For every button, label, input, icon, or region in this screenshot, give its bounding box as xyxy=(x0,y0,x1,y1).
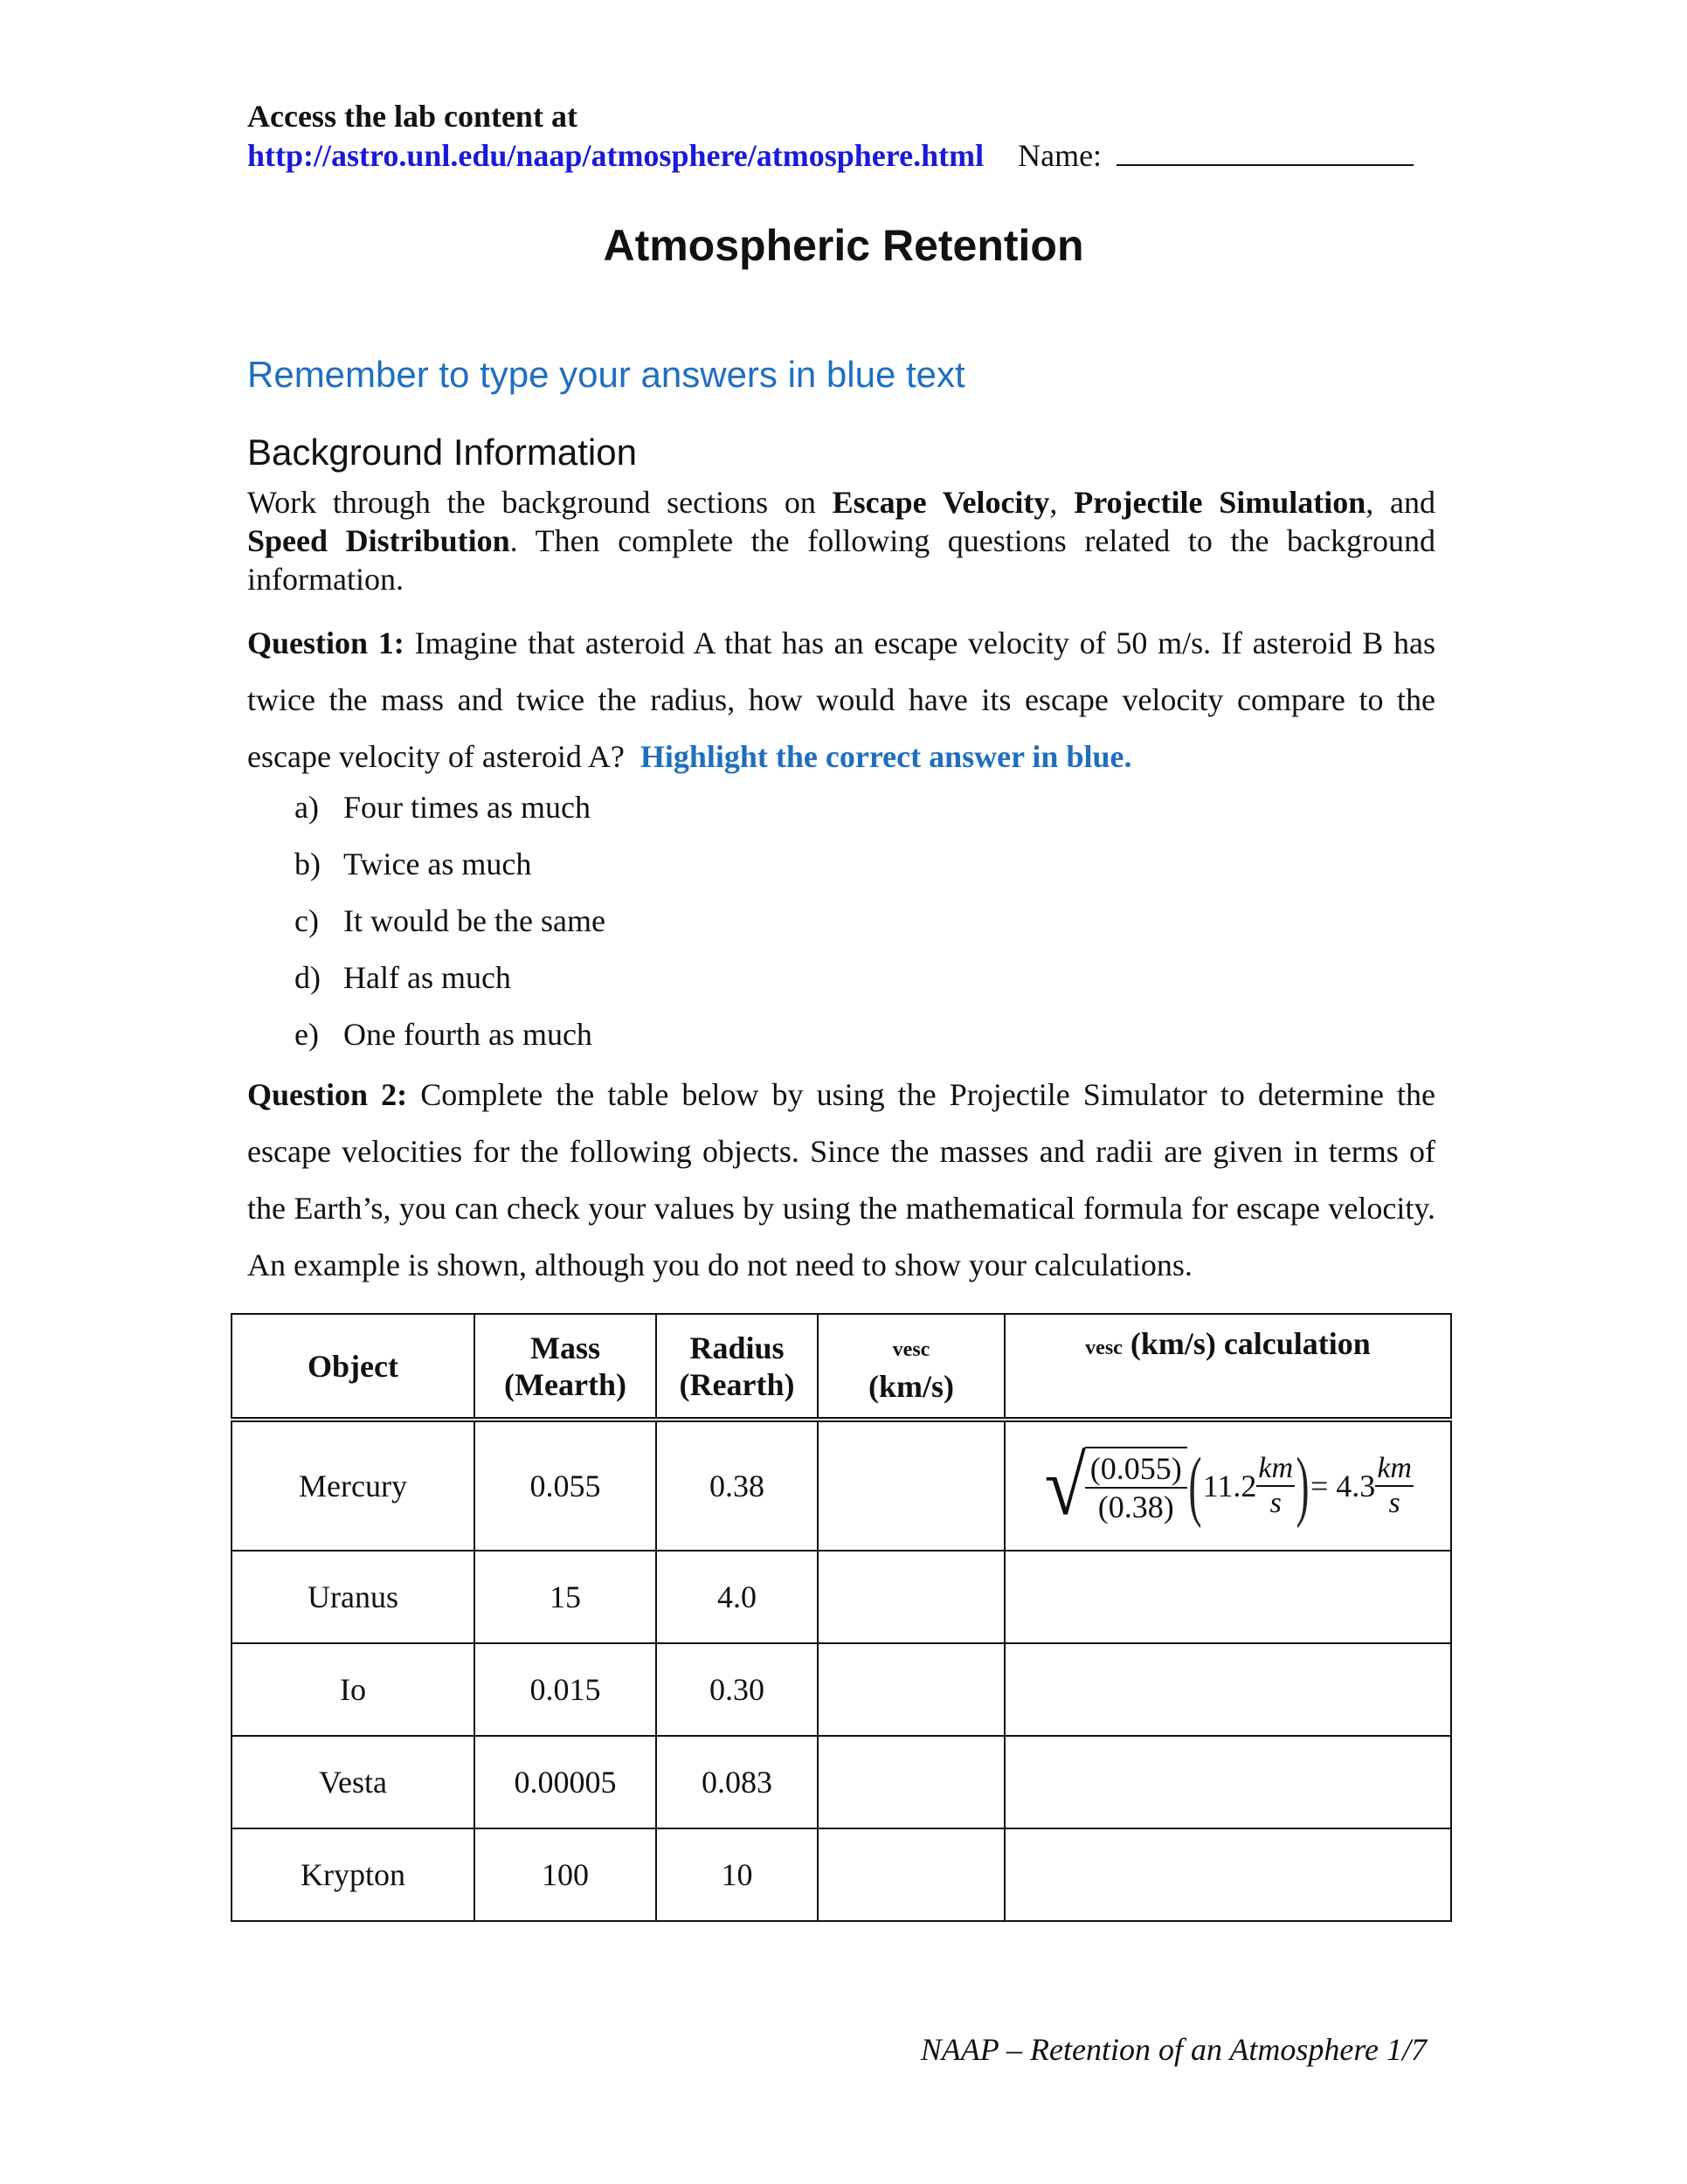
cell-object: Krypton xyxy=(232,1828,474,1921)
cell-object: Vesta xyxy=(232,1736,474,1828)
result-unit-fraction xyxy=(1375,1452,1414,1520)
option-letter: c) xyxy=(294,903,319,938)
bg-sep2: , and xyxy=(1366,485,1436,520)
cell-radius: 0.30 xyxy=(656,1643,818,1736)
lab-url-link[interactable]: http://astro.unl.edu/naap/atmosphere/atmosphere.html xyxy=(247,138,985,173)
option-b[interactable] xyxy=(294,836,605,893)
option-letter: e) xyxy=(294,1017,319,1052)
bg-item-speed-distribution: Speed Distribution xyxy=(247,523,510,558)
cell-mass: 0.00005 xyxy=(474,1736,656,1828)
result-unit-numerator: km xyxy=(1375,1452,1414,1487)
header-mass-bottom: (Mearth) xyxy=(504,1366,626,1402)
cell-vesc-input[interactable] xyxy=(818,1736,1005,1828)
url-line xyxy=(247,137,1414,174)
unit-numerator: km xyxy=(1256,1452,1295,1487)
header-mass xyxy=(474,1314,656,1420)
name-label: Name: xyxy=(1018,138,1103,173)
header-vesc-top: vesc xyxy=(892,1338,930,1361)
bg-outro: . Then complete the following questions related to the background information. xyxy=(247,523,1435,597)
question-1-text: Imagine that asteroid A that has an escape velocity of 50 m/s. If asteroid B has twice the mass and twice the radius, how would have its escape velocity compare to the escape velocity of asteroid A? xyxy=(247,625,1435,774)
option-e[interactable] xyxy=(294,1006,605,1063)
cell-mass: 15 xyxy=(474,1551,656,1643)
option-text: Twice as much xyxy=(343,847,532,881)
cell-vesc-input[interactable] xyxy=(818,1828,1005,1921)
cell-object: Uranus xyxy=(232,1551,474,1643)
ratio-fraction xyxy=(1085,1450,1187,1525)
section-heading: Background Information xyxy=(247,432,637,473)
ratio-denominator: (0.38) xyxy=(1097,1489,1174,1524)
bg-sep1: , xyxy=(1049,485,1075,520)
ratio-numerator: (0.055) xyxy=(1085,1450,1187,1489)
access-label: Access the lab content at xyxy=(247,99,577,134)
header-radius xyxy=(656,1314,818,1420)
result-unit-denominator: s xyxy=(1388,1487,1400,1519)
sqrt-symbol: √ xyxy=(1044,1439,1087,1532)
page-footer: NAAP – Retention of an Atmosphere 1/7 xyxy=(920,2032,1427,2067)
left-paren: ( xyxy=(1188,1442,1202,1529)
escape-velocity-table xyxy=(231,1313,1452,1922)
option-d[interactable] xyxy=(294,950,605,1006)
question-1-instruction: Highlight the correct answer in blue. xyxy=(640,739,1132,774)
option-text: One fourth as much xyxy=(343,1017,592,1052)
option-letter: b) xyxy=(294,847,321,881)
question-2-text: Complete the table below by using the Projectile Simulator to determine the escape velocities for the following objects. Since the masses and radii are given in terms of the Earth’s, you can check your values by using the mathematical formula for escape velocity. An example is shown, although you do not need to show your calculations. xyxy=(247,1077,1435,1282)
header-radius-bottom: (Rearth) xyxy=(679,1366,795,1402)
header-calc-rest: (km/s) calculation xyxy=(1122,1326,1371,1361)
cell-calc-input[interactable] xyxy=(1005,1551,1451,1643)
sqrt-body xyxy=(1085,1447,1187,1525)
page-title: Atmospheric Retention xyxy=(603,221,1084,270)
header-calculation xyxy=(1005,1314,1451,1420)
question-2 xyxy=(247,1067,1435,1294)
option-text: Half as much xyxy=(343,960,511,995)
result-value: = 4.3 xyxy=(1310,1469,1376,1503)
cell-calc-input[interactable] xyxy=(1005,1643,1451,1736)
cell-radius: 4.0 xyxy=(656,1551,818,1643)
header-vesc xyxy=(818,1314,1005,1420)
cell-radius: 10 xyxy=(656,1828,818,1921)
header-calc-symbol: vesc xyxy=(1085,1337,1123,1359)
header-radius-top: Radius xyxy=(689,1330,785,1365)
option-letter: a) xyxy=(294,790,319,825)
bg-intro: Work through the background sections on xyxy=(247,485,833,520)
table-row xyxy=(232,1420,1451,1551)
cell-calc-input[interactable] xyxy=(1005,1736,1451,1828)
bg-item-escape-velocity: Escape Velocity xyxy=(832,485,1050,520)
cell-vesc-input[interactable] xyxy=(818,1643,1005,1736)
background-paragraph xyxy=(247,483,1435,598)
option-c[interactable] xyxy=(294,893,605,950)
answer-options xyxy=(294,779,605,1063)
right-paren: ) xyxy=(1296,1442,1310,1529)
cell-mass: 0.055 xyxy=(474,1420,656,1551)
cell-vesc-input[interactable] xyxy=(818,1420,1005,1551)
cell-radius: 0.38 xyxy=(656,1420,818,1551)
bg-item-projectile-simulation: Projectile Simulation xyxy=(1074,485,1366,520)
cell-object: Io xyxy=(232,1643,474,1736)
table-row xyxy=(232,1828,1451,1921)
example-formula xyxy=(1042,1439,1414,1532)
table-row xyxy=(232,1643,1451,1736)
question-2-label: Question 2: xyxy=(247,1077,408,1112)
table-header-row xyxy=(232,1314,1451,1420)
coefficient: 11.2 xyxy=(1202,1469,1257,1503)
cell-object: Mercury xyxy=(232,1420,474,1551)
reminder-text: Remember to type your answers in blue text xyxy=(247,354,965,395)
cell-calc-example xyxy=(1005,1420,1451,1551)
unit-fraction xyxy=(1256,1452,1295,1520)
option-letter: d) xyxy=(294,960,321,995)
question-1-label: Question 1: xyxy=(247,625,404,660)
table-row xyxy=(232,1736,1451,1828)
option-text: Four times as much xyxy=(343,790,591,825)
cell-calc-input[interactable] xyxy=(1005,1828,1451,1921)
table-row xyxy=(232,1551,1451,1643)
unit-denominator: s xyxy=(1269,1487,1282,1519)
cell-mass: 0.015 xyxy=(474,1643,656,1736)
header-vesc-bottom: (km/s) xyxy=(868,1369,954,1404)
option-text: It would be the same xyxy=(343,903,605,938)
header-mass-top: Mass xyxy=(530,1330,600,1365)
name-field[interactable] xyxy=(1117,138,1414,166)
header-object: Object xyxy=(232,1314,474,1420)
question-1 xyxy=(247,615,1435,785)
cell-mass: 100 xyxy=(474,1828,656,1921)
cell-radius: 0.083 xyxy=(656,1736,818,1828)
option-a[interactable] xyxy=(294,779,605,836)
cell-vesc-input[interactable] xyxy=(818,1551,1005,1643)
